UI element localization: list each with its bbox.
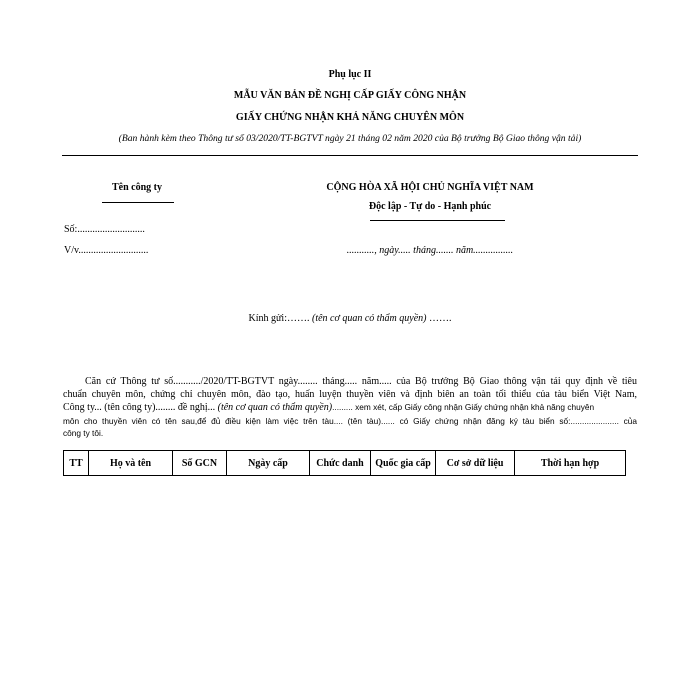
form-title-line2: GIẤY CHỨNG NHẬN KHẢ NĂNG CHUYÊN MÔN: [235, 112, 465, 123]
company-underline: [102, 202, 174, 203]
body-line-1: Căn cứ Thông tư số.........../2020/TT-BGTVT ngày........ tháng..... năm..... của Bộ trưởng Bộ Giao thông vận tải quy định về tiêu: [85, 376, 637, 387]
column-header-issue-date: Ngày cấp: [227, 451, 310, 476]
national-title: CỘNG HÒA XÃ HỘI CHỦ NGHĨA VIỆT NAM: [326, 182, 534, 193]
table-header-row: [64, 451, 626, 476]
column-header-position: Chức danh: [310, 451, 371, 476]
body-line-3-agency: (tên cơ quan có thẩm quyền): [217, 402, 333, 413]
column-header-certificate-number: Số GCN: [173, 451, 227, 476]
date-line: ..........., ngày..... tháng....... năm................: [346, 245, 514, 256]
recipient-suffix: …….: [428, 313, 452, 324]
column-header-tt: TT: [64, 451, 89, 476]
crew-table: [63, 450, 626, 476]
body-paragraph: [63, 376, 637, 440]
body-line-3-start: Công ty... (tên công ty)........ đề nghị...: [63, 402, 218, 413]
national-motto: Độc lập - Tự do - Hạnh phúc: [368, 201, 492, 212]
appendix-label: Phụ lục II: [328, 69, 372, 80]
recipient-line: [0, 313, 700, 324]
body-line-3-end: ......... xem xét, cấp Giấy công nhận Giấy chứng nhận khả năng chuyên: [332, 402, 595, 412]
body-line-2: chuẩn chuyên môn, chứng chỉ chuyên môn, đào tạo, huấn luyện thuyền viên và định biên an toàn tối thiểu của tàu biển Việt Nam,: [63, 388, 637, 400]
company-name: Tên công ty: [112, 182, 162, 193]
column-header-validity: Thời hạn hợp: [515, 451, 626, 476]
motto-underline: [370, 220, 505, 221]
body-line-4: môn cho thuyền viên có tên sau,để đủ điều kiện làm việc trên tàu.... (tên tàu)...... có Giấy chứng nhận đăng ký tàu biển số:..................... của: [63, 415, 637, 426]
column-header-database: Cơ sở dữ liệu: [436, 451, 515, 476]
document-number: Số:...........................: [64, 224, 145, 235]
document-subject: V/v............................: [64, 245, 149, 256]
recipient-agency: (tên cơ quan có thẩm quyền): [312, 313, 427, 324]
column-header-name: Họ và tên: [89, 451, 173, 476]
header-divider: [62, 155, 638, 156]
form-title-line1: MẪU VĂN BẢN ĐỀ NGHỊ CẤP GIẤY CÔNG NHẬN: [233, 90, 467, 101]
form-subtitle: (Ban hành kèm theo Thông tư số 03/2020/TT-BGTVT ngày 21 tháng 02 năm 2020 của Bộ trưởng Bộ Giao thông vận tải): [118, 133, 582, 144]
column-header-issuing-country: Quốc gia cấp: [371, 451, 436, 476]
body-line-5: công ty tôi.: [63, 428, 104, 438]
recipient-prefix: Kính gửi:…….: [248, 313, 310, 324]
body-line-3: [63, 401, 637, 415]
